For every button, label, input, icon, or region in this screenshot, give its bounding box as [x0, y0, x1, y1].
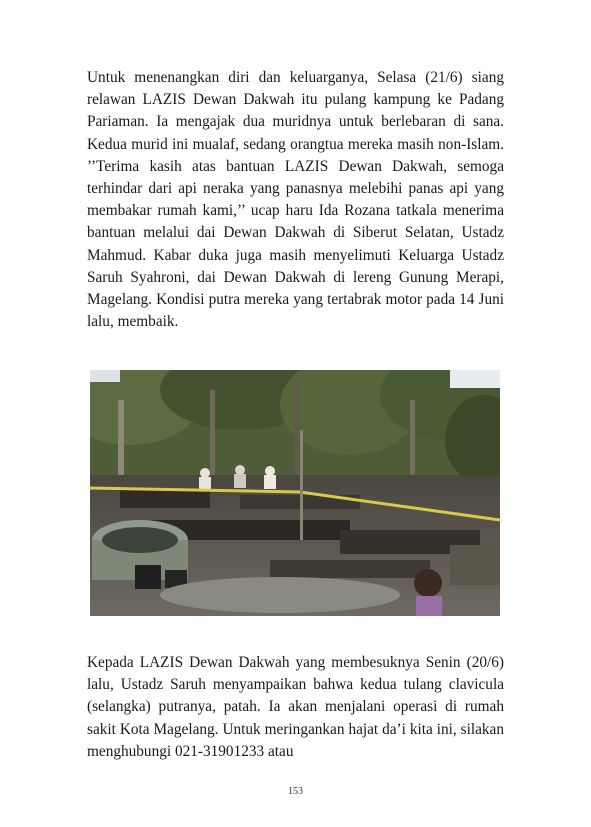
- photo-illustration: [90, 370, 500, 616]
- body-paragraph-2: Kepada LAZIS Dewan Dakwah yang membesuknya Senin (20/6) lalu, Ustadz Saruh menyampaikan bahwa kedua tulang clavicula (selangka) putranya, patah. Ia akan menjalani operasi di rumah sakit Kota Magelang. Untuk meringankan hajat da’i kita ini, silakan menghubungi 021-31901233 atau: [87, 654, 504, 760]
- body-paragraph-1: Untuk menenangkan diri dan keluarganya, Selasa (21/6) siang relawan LAZIS Dewan Dakwah itu pulang kampung ke Padang Pariaman. Ia mengajak dua muridnya untuk berlebaran di sana. Kedua murid ini mualaf, sedang orangtua mereka masih non-Islam. ’’Terima kasih atas bantuan LAZIS Dewan Dakwah, semoga terhindar dari api neraka yang panasnya melebihi panas api yang membakar rumah kami,’’ ucap haru Ida Rozana tatkala menerima bantuan melalui dai Dewan Dakwah di Siberut Selatan, Ustadz Mahmud. Kabar duka juga masih menyelimuti Keluarga Ustadz Saruh Syahroni, dai Dewan Dakwah di lereng Gunung Merapi, Magelang. Kondisi putra mereka yang tertabrak motor pada 14 Juni lalu, membaik.: [87, 69, 504, 331]
- fire-aftermath-photo: [90, 370, 500, 616]
- page-number: 153: [288, 786, 303, 797]
